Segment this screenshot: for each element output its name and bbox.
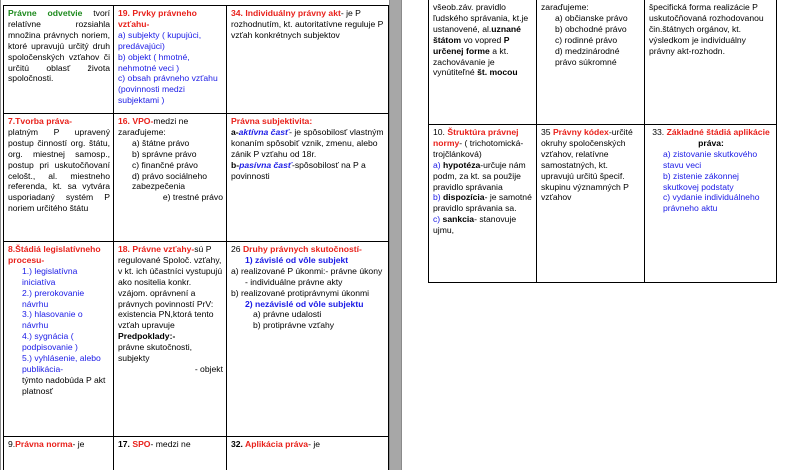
term-hypoteza: hypotéza [443,159,481,170]
cell-text: - je [308,439,321,449]
list-item: e) trestné právo [162,192,223,203]
list-item: b) protiprávne vzťahy [253,320,335,331]
cell-text: -určuje nám podm, za kt. sa použije pravidlo správania [433,159,526,192]
subheading-predpoklady: Predpoklady:- [118,331,176,342]
cell-vpo [114,114,227,242]
cell-pravna-subjektivita [227,114,389,242]
cell-stadia-legislativneho-procesu [4,242,114,437]
cell-text: - je spôsobilosť vlastným konaním spôsobiť vznik, zmenu, alebo zánik P vzťahu od 18r. [231,126,384,159]
heading-struktura-normy: Štruktúra právnej normy [433,127,519,148]
heading-pravny-kodex: Právny kódex [552,127,609,137]
list-item: d) medzinárodné právo súkromné [555,45,620,67]
cell-spo [114,437,227,470]
cell-individualny-pravny-akt [227,6,389,114]
term-st-mocou: št. mocou [477,67,518,78]
cell-spo-cont [537,0,645,125]
cell-text: - je [72,439,85,449]
list-item: a) realizované P úkonmi:- právne úkony [231,265,383,276]
heading-spo: SPO [132,439,151,449]
list-item: c) finančné právo [132,159,198,170]
marker: a) [433,159,444,170]
cell-pravna-norma-cont [429,0,537,125]
list-item: 3.) hlasovanie o návrhu [22,309,83,331]
cell-pravny-kodex [537,125,645,283]
heading-tvorba-prava: 7.Tvorba práva- [8,116,72,126]
cell-number: 26 [231,244,243,254]
cell-text: práva: [698,137,724,148]
marker: c) [433,214,443,225]
cell-pravna-norma [4,437,114,470]
list-item: a) štátne právo [132,137,190,148]
cell-number: 9. [8,439,16,449]
list-item: c) rodinné právo [555,34,618,45]
table-row [4,242,389,437]
cell-text: všeob.záv. pravidlo ľudského správania, kt.je ustanovené, al. [433,2,529,34]
list-item: c) obsah právneho vzťahu (povinnosti medzi subjektami ) [118,73,218,106]
list-item: a) zistovanie skutkového stavu veci [663,148,758,170]
cell-number: 35 [541,127,553,137]
cell-text: a kt. zachovávanie je vynútiteľné [433,45,509,78]
notes-table-right [428,0,777,283]
cell-number: 17. [118,439,133,449]
heading-vpo: 16. VPO- [118,116,154,126]
cell-text: špecifická forma realizácie P uskutočňovaná rozhodovanou čin.štátnych orgánov, kt. výsledkom je individuálny právny akt-rozhodn. [649,2,764,56]
document-page-left [0,0,390,470]
cell-text: medzi ne zaraďujeme: [118,116,189,137]
cell-text: platným P upravený postup činností org. štátu, org. miestnej samosp., postup pri uskutočňovaní celošt., al. miestneho referenda, kt. sa vytvára usporiadaný systém P noriem určitého štátu [8,126,110,214]
cell-text: týmto nadobúda P akt platnosť [22,374,106,396]
table-row [4,6,389,114]
marker: b) [433,192,444,203]
heading-prvky: 19. Prvky právneho vzťahu- [118,8,197,29]
cell-text: zaraďujeme: [541,2,589,12]
subheading-nezavisle: 2) nezávislé od vôle subjektu [245,298,364,309]
heading-aplikacia-prava: Aplikácia práva [245,439,309,449]
list-item: b) správne právo [132,148,197,159]
table-row [4,114,389,242]
cell-text: - medzi ne [150,439,191,449]
cell-tvorba-prava [4,114,114,242]
table-row [429,125,777,283]
list-item: b) realizované protiprávnymi úkonmi [231,287,370,298]
list-item: 1.) legislatívna iniciatíva [22,265,78,287]
document-page-right [401,0,800,470]
list-item: a) subjekty ( kupujúci, predávajúci) [118,29,202,51]
table-row [4,437,389,470]
heading-pravna-norma: Právna norma [15,439,73,449]
cell-aplikacia-prava [227,437,389,470]
cell-pravne-vztahy [114,242,227,437]
cell-number: 32. [231,439,246,449]
subheading-zavisle: 1) závislé od vôle subjekt [245,254,349,265]
cell-zakladne-stadia-aplikacie [645,125,777,283]
heading-druhy-skutocnosti: Druhy právnych skutočností- [242,244,362,254]
cell-text: - objekt [194,363,223,374]
heading-pravne-odvetvie: Právne odvetvie [8,8,83,18]
table-row [429,0,777,125]
cell-text: -spôsobilosť na P a povinnosti [231,159,366,181]
marker: a- [231,126,239,137]
cell-text: - je P rozhodnutím, kt. autoritatívne reguluje P vzťah konkrétnych subjektov [231,8,384,40]
cell-struktura-pravnej-normy [429,125,537,283]
list-item: d) právo sociálneho zabezpečenia [132,170,208,192]
heading-individualny-akt: 34. Individuálny právny akt [231,8,341,18]
cell-number: 10. [433,127,448,137]
cell-text: právne skutočnosti, subjekty [118,342,193,364]
term-dispozicia: dispozícia [443,192,485,203]
term-p-urcenej-forme: P určenej forme [433,34,510,56]
list-item: - individuálne právne akty [245,276,343,287]
list-item: a) právne udalosti [253,309,322,320]
list-item: b) objekt ( hmotné, nehmotné veci ) [118,51,190,73]
list-item: 2.) prerokovanie návrhu [22,287,85,309]
cell-number: 33. [652,127,667,137]
cell-prvky-pravneho-vztahu [114,6,227,114]
cell-text: -určité okruhy spoločenských vzťahov, relatívne samostatných, kt. upravujú určitú špecif. skupinu významných P vzťahov [541,127,633,203]
heading-stadia-legislativneho: 8.Štádiá legislatívneho procesu- [8,244,101,265]
heading-pravna-subjektivita: Právna subjektivita: [231,116,313,126]
cell-text: - stanovuje ujmu, [433,214,517,236]
term-uznane-statom: uznané štátom [433,23,521,45]
list-item: 5.) vyhlásenie, alebo publikácia- [22,353,101,374]
term-sankcia: sankcia [442,214,475,225]
heading-zakladne-stadia: Základné štádiá aplikácie [666,127,770,137]
marker: b- [231,159,240,170]
list-item: b) obchodné právo [555,23,627,34]
notes-table-left [3,5,389,470]
cell-text: sú P regulované Spoloč. vzťahy, v kt. ich účastníci vystupujú ako nositelia konkr. vzájom. oprávnení a právnych povinností PrV: existencia PN,ktorá tento vzťah upravuje [118,244,223,331]
list-item: c) vydanie individuálneho právneho aktu [663,192,760,214]
cell-text: - je samotné pravidlo správania sa. [433,192,532,214]
cell-pravne-odvetvie [4,6,114,114]
term-pasivna-cast: pasívna časť [239,159,292,170]
cell-aplikacia-prava-cont [645,0,777,125]
list-item: b) zistenie zákonnej skutkovej podstaty [663,170,739,192]
cell-druhy-pravnych-skutocnosti [227,242,389,437]
cell-text: vo vopred [461,34,504,45]
heading-pravne-vztahy: 18. Právne vzťahy- [118,244,195,254]
list-item: 4.) sygnácia ( podpisovanie ) [22,331,78,353]
list-item: a) občianske právo [555,12,628,23]
cell-text: - ( trichotomická-trojčlánková) [433,137,524,159]
term-aktivna-cast: aktívna časť [238,126,290,137]
cell-text: tvorí relatívne rozsiahla množina právnych noriem, ktoré upravujú určitý druh spoločenských vzťahov či určitú oblasť života spoločnosti. [8,8,110,84]
